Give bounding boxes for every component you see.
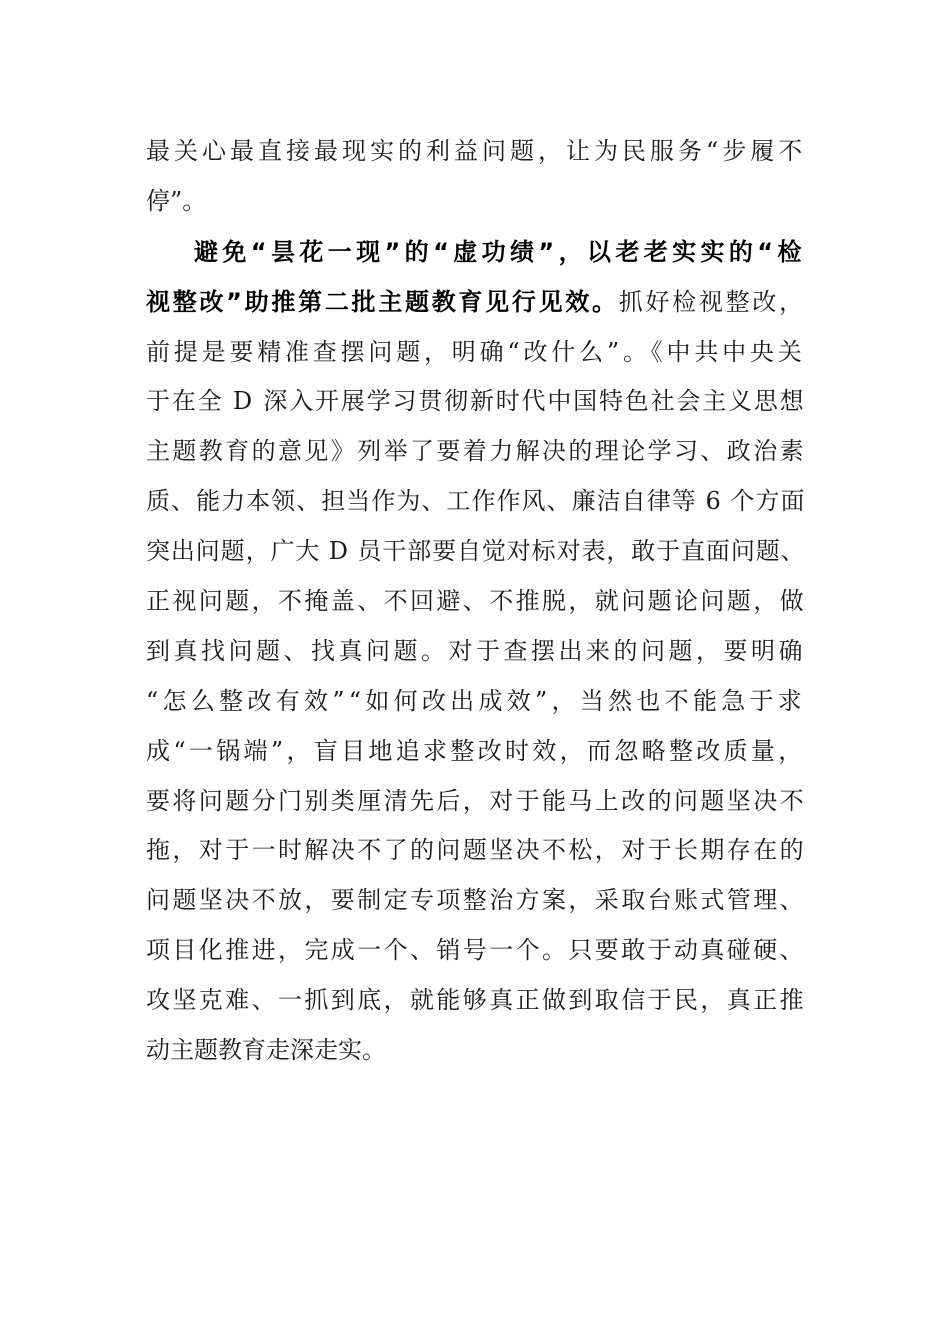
line-text: 停”。 bbox=[146, 187, 207, 215]
line-text: 动主题教育走深走实。 bbox=[146, 1036, 386, 1064]
paragraph-line bbox=[146, 884, 806, 916]
line-text: “怎么整改有效”“如何改出成效”，当然也不能急于求 bbox=[146, 687, 807, 715]
paragraph-line bbox=[146, 535, 806, 567]
line-text: 正视问题，不掩盖、不回避、不推脱，就问题论问题，做 bbox=[146, 587, 806, 615]
bold-heading-text: 视整改”助推第二批主题教育见行见效。 bbox=[146, 288, 619, 316]
paragraph-line bbox=[146, 385, 806, 417]
heading-line bbox=[194, 236, 806, 268]
line-text: 抓好检视整改， bbox=[618, 288, 806, 316]
line-text: 拖，对于一时解决不了的问题坚决不松，对于长期存在的 bbox=[146, 836, 806, 864]
paragraph-line bbox=[146, 785, 806, 817]
line-text: 要将问题分门别类厘清先后，对于能马上改的问题坚决不 bbox=[146, 787, 806, 815]
paragraph-line bbox=[146, 185, 206, 217]
line-text: 质、能力本领、担当作为、工作作风、廉洁自律等 6 个方面 bbox=[146, 487, 806, 515]
paragraph-line bbox=[146, 485, 806, 517]
paragraph-line bbox=[146, 735, 806, 767]
line-text: 到真找问题、找真问题。对于查摆出来的问题，要明确 bbox=[146, 637, 806, 665]
paragraph-line bbox=[146, 1034, 386, 1066]
line-text: 问题坚决不放，要制定专项整治方案，采取台账式管理、 bbox=[146, 886, 806, 914]
paragraph-line bbox=[146, 336, 806, 368]
paragraph-line bbox=[146, 635, 806, 667]
line-text: 前提是要精准查摆问题，明确“改什么”。《中共中央关 bbox=[146, 338, 806, 366]
paragraph-line bbox=[146, 984, 806, 1016]
line-text: 攻坚克难、一抓到底，就能够真正做到取信于民，真正推 bbox=[146, 986, 806, 1014]
line-text: 成“一锅端”，盲目地追求整改时效，而忽略整改质量， bbox=[146, 737, 806, 765]
paragraph-line bbox=[146, 135, 806, 167]
paragraph-line bbox=[146, 834, 806, 866]
line-text: 最关心最直接最现实的利益问题，让为民服务“步履不 bbox=[146, 137, 807, 165]
line-text: 突出问题，广大 D 员干部要自觉对标对表，敢于直面问题、 bbox=[146, 537, 806, 565]
line-text: 主题教育的意见》列举了要着力解决的理论学习、政治素 bbox=[146, 437, 806, 465]
paragraph-line bbox=[146, 435, 806, 467]
line-text: 项目化推进，完成一个、销号一个。只要敢于动真碰硬、 bbox=[146, 936, 806, 964]
paragraph-line bbox=[146, 934, 806, 966]
line-text: 于在全 D 深入开展学习贯彻新时代中国特色社会主义思想 bbox=[146, 387, 806, 415]
paragraph-line bbox=[146, 685, 806, 717]
bold-heading-text: 避免“昙花一现”的“虚功绩”，以老老实实的“检 bbox=[194, 238, 806, 266]
paragraph-line bbox=[146, 286, 806, 318]
paragraph-line bbox=[146, 585, 806, 617]
